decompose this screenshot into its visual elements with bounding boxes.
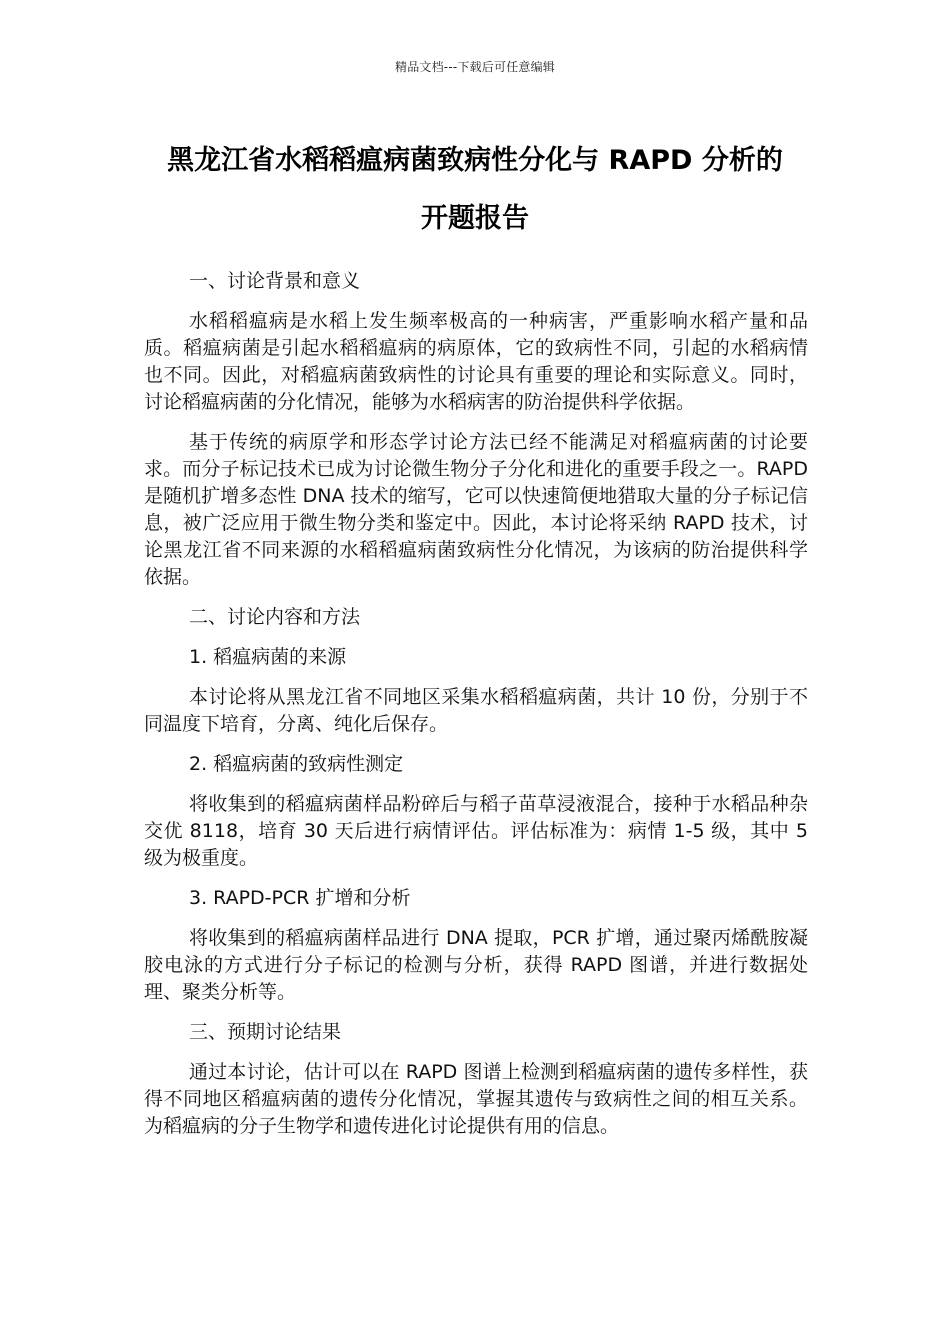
subheading-rapd-pcr: 3. RAPD-PCR 扩增和分析 [189, 887, 411, 909]
section-heading-expected-results: 三、预期讨论结果 [189, 1021, 342, 1043]
paragraph-background-2: 基于传统的病原学和形态学讨论方法已经不能满足对稻瘟病菌的讨论要求。而分子标记技术已成为讨论微生物分子分化和进化的重要手段之一。RAPD 是随机扩增多态性 DNA 技术的缩写，它可以快速简便地猎取大量的分子标记信息，被广泛应用于微生物分类和鉴定中。因此，本讨论将采纳 RAPD 技术，讨论黑龙江省不同来源的水稻稻瘟病菌致病性分化情况，为该病的防治提供科学依据。 [144, 431, 808, 588]
paragraph-background-1: 水稻稻瘟病是水稻上发生频率极高的一种病害，严重影响水稻产量和品质。稻瘟病菌是引起水稻稻瘟病的病原体，它的致病性不同，引起的水稻病情也不同。因此，对稻瘟病菌致病性的讨论具有重要的理论和实际意义。同时，讨论稻瘟病菌的分化情况，能够为水稻病害的防治提供科学依据。 [144, 310, 808, 413]
title-line-1: 黑龙江省水稻稻瘟病菌致病性分化与 RAPD 分析的 [167, 145, 783, 176]
header-note: 精品文档---下载后可任意编辑 [395, 60, 555, 74]
title-line-2: 开题报告 [421, 203, 529, 234]
subheading-source: 1. 稻瘟病菌的来源 [189, 646, 347, 668]
paragraph-source: 本讨论将从黑龙江省不同地区采集水稻稻瘟病菌，共计 10 份，分别于不同温度下培育，分离、纯化后保存。 [144, 686, 808, 735]
subheading-pathogenicity: 2. 稻瘟病菌的致病性测定 [189, 753, 404, 775]
paragraph-expected-results: 通过本讨论，估计可以在 RAPD 图谱上检测到稻瘟病菌的遗传多样性，获得不同地区稻瘟病菌的遗传分化情况，掌握其遗传与致病性之间的相互关系。为稻瘟病的分子生物学和遗传进化讨论提供有用的信息。 [144, 1061, 808, 1137]
paragraph-pathogenicity: 将收集到的稻瘟病菌样品粉碎后与稻子苗草浸液混合，接种于水稻品种杂交优 8118，培育 30 天后进行病情评估。评估标准为：病情 1-5 级，其中 5 级为极重度。 [144, 793, 808, 869]
document-title [120, 132, 830, 248]
section-heading-background: 一、讨论背景和意义 [189, 270, 361, 292]
section-heading-methods: 二、讨论内容和方法 [189, 606, 361, 628]
document-body [144, 268, 808, 1153]
paragraph-rapd-pcr: 将收集到的稻瘟病菌样品进行 DNA 提取，PCR 扩增，通过聚丙烯酰胺凝胶电泳的方式进行分子标记的检测与分析，获得 RAPD 图谱，并进行数据处理、聚类分析等。 [144, 927, 808, 1003]
